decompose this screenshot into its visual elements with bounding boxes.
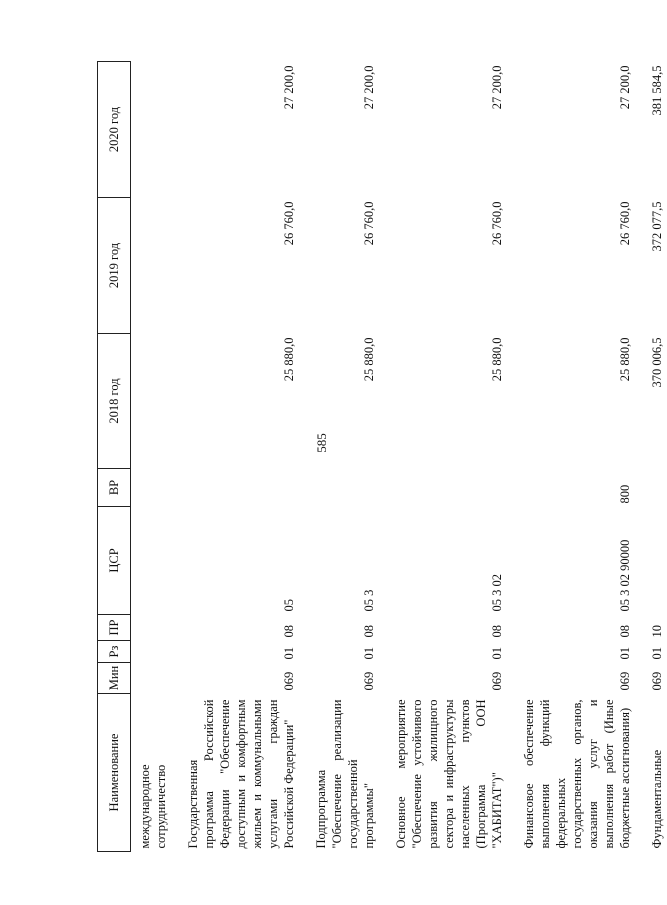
row-rz: 01 — [650, 647, 664, 660]
row-rz — [131, 641, 172, 663]
row-rz: 01 — [362, 647, 376, 660]
row-rz: 01 — [490, 647, 504, 660]
table-row — [299, 62, 379, 852]
row-pr: 08 — [362, 625, 376, 638]
row-name: Фундаментальные — [650, 749, 664, 849]
row-2020 — [131, 62, 172, 198]
row-pr: 10 — [650, 625, 664, 638]
page-number: 585 — [313, 433, 329, 453]
row-pr — [131, 615, 172, 641]
row-2019: 372 077,5 — [650, 201, 664, 252]
row-2018: 370 006,5 — [650, 337, 664, 388]
row-min: 069 — [282, 671, 296, 691]
row-2019: 26 760,0 — [618, 201, 632, 246]
row-csr: 05 — [282, 599, 296, 612]
table-row — [379, 62, 507, 852]
row-2018: 25 880,0 — [282, 337, 296, 382]
header-csr: ЦСР — [98, 507, 131, 615]
row-vr — [131, 469, 172, 507]
row-csr — [635, 507, 667, 615]
row-name: Финансовое обеспечение выполнения функций федеральных государственных органов, оказания услуг и выполнения работ (Иные бюджетные ассигнования) — [522, 699, 632, 849]
row-2019: 26 760,0 — [362, 201, 376, 246]
row-2018 — [131, 334, 172, 469]
table-row — [131, 62, 172, 852]
row-rz: 01 — [618, 647, 632, 660]
row-csr — [131, 507, 172, 615]
row-2018: 25 880,0 — [490, 337, 504, 382]
row-rz: 01 — [282, 647, 296, 660]
header-pr: ПР — [98, 615, 131, 641]
row-name: международное сотрудничество — [138, 764, 168, 849]
row-2018: 25 880,0 — [362, 337, 376, 382]
row-pr: 08 — [282, 625, 296, 638]
row-min: 069 — [618, 671, 632, 691]
row-2020: 27 200,0 — [618, 65, 632, 110]
header-rz: Рз — [98, 641, 131, 663]
row-csr: 05 3 — [362, 589, 376, 612]
row-2018: 25 880,0 — [618, 337, 632, 382]
row-vr — [379, 469, 507, 507]
row-min: 069 — [650, 671, 664, 691]
row-min: 069 — [362, 671, 376, 691]
row-2019: 26 760,0 — [490, 201, 504, 246]
table-header — [98, 62, 131, 852]
row-2020: 27 200,0 — [362, 65, 376, 110]
row-vr — [171, 469, 299, 507]
rotated-page-content — [97, 62, 664, 852]
row-vr — [299, 469, 379, 507]
row-2019: 26 760,0 — [282, 201, 296, 246]
row-2020: 27 200,0 — [490, 65, 504, 110]
header-min: Мин — [98, 663, 131, 694]
row-min: 069 — [490, 671, 504, 691]
row-name: Основное мероприятие "Обеспечение устойчивого развития жилищного сектора и инфраструктуры населенных пунктов (Программа ООН "ХАБИТАТ")" — [394, 699, 504, 849]
header-name: Наименование — [98, 694, 131, 852]
row-vr — [635, 469, 667, 507]
row-2019 — [131, 198, 172, 334]
header-2020: 2020 год — [98, 62, 131, 198]
header-2018: 2018 год — [98, 334, 131, 469]
header-vr: ВР — [98, 469, 131, 507]
row-csr: 05 3 02 — [490, 574, 504, 612]
row-vr: 800 — [618, 484, 632, 504]
row-name: Государственная программа Российской Федерации "Обеспечение доступным и комфортным жильем и коммунальными услугами граждан Российской Федерации" — [186, 699, 296, 849]
row-pr: 08 — [618, 625, 632, 638]
row-pr: 08 — [490, 625, 504, 638]
table-body — [131, 62, 667, 852]
table-row — [507, 62, 635, 852]
budget-table — [97, 61, 667, 852]
row-2020: 381 584,5 — [650, 65, 664, 116]
header-2019: 2019 год — [98, 198, 131, 334]
table-row — [171, 62, 299, 852]
row-name: Подпрограмма "Обеспечение реализации государственной программы" — [314, 699, 376, 849]
row-csr: 05 3 02 90000 — [618, 539, 632, 612]
table-row — [635, 62, 667, 852]
row-min — [131, 663, 172, 694]
row-2020: 27 200,0 — [282, 65, 296, 110]
